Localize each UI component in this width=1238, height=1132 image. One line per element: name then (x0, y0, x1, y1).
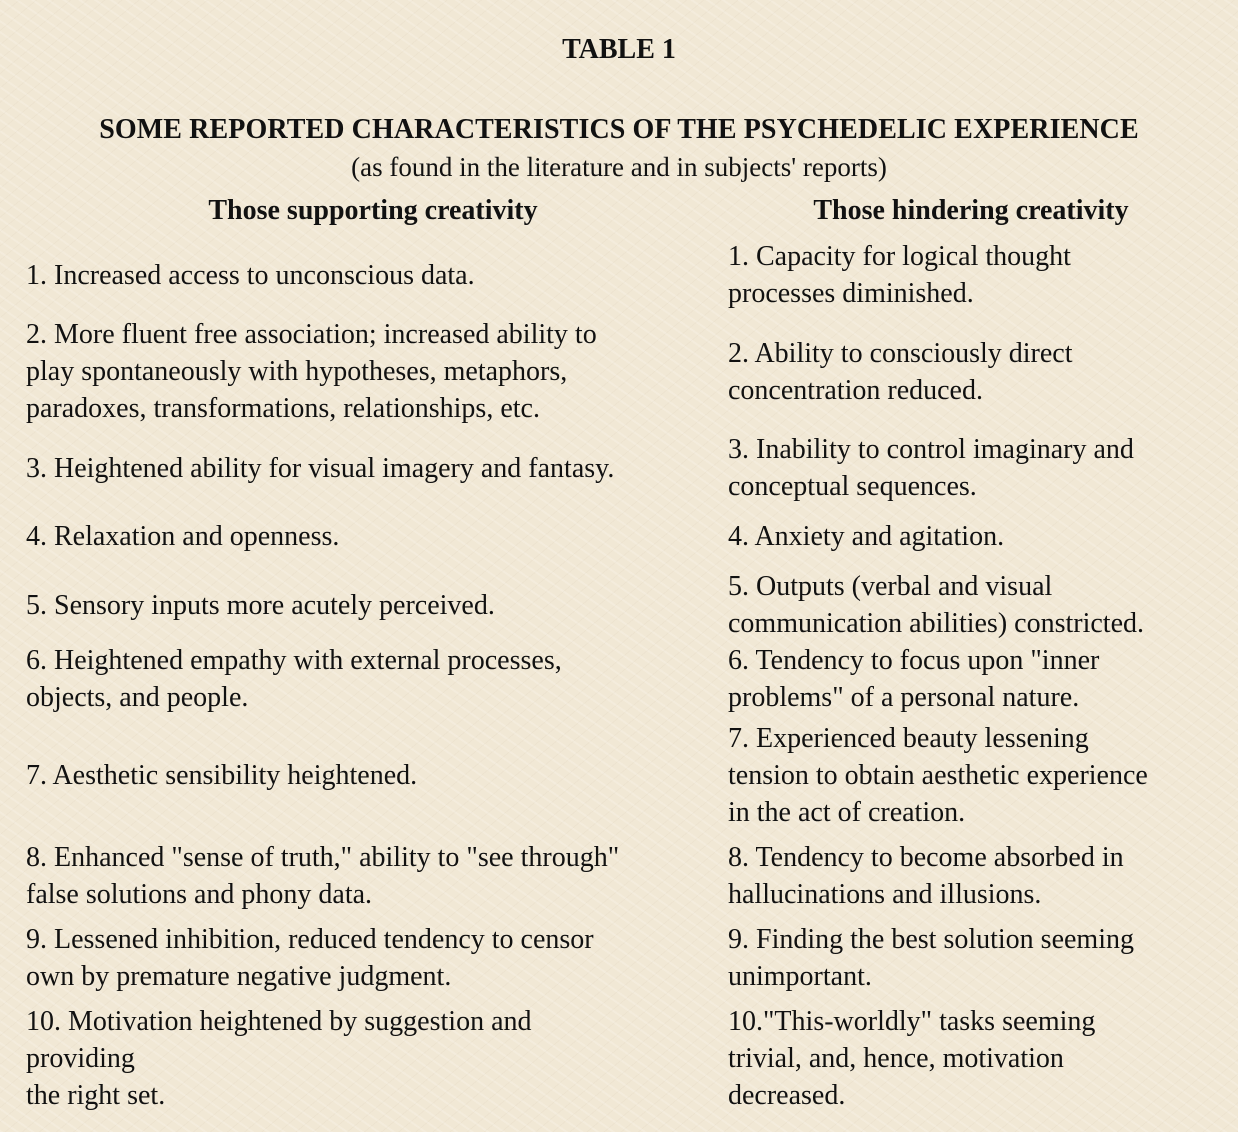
supporting-characteristic-cell (22, 505, 724, 568)
hindering-characteristic-line: tension to obtain aesthetic experience (728, 760, 1148, 791)
table-row (22, 999, 1222, 1118)
table-subheading: (as found in the literature and in subjects' reports) (351, 152, 887, 182)
hindering-characteristic-line: 10."This-worldly" tasks seeming (728, 1006, 1096, 1037)
hindering-characteristic-line: 3. Inability to control imaginary and (728, 434, 1134, 465)
table-row (22, 431, 1222, 505)
table-label: TABLE 1 (562, 34, 676, 65)
supporting-characteristic-line: paradoxes, transformations, relationships, etc. (26, 393, 540, 424)
table-row (22, 312, 1222, 431)
supporting-characteristic-cell (22, 431, 724, 505)
supporting-characteristic-cell (22, 835, 724, 917)
hindering-characteristic-line: problems" of a personal nature. (728, 682, 1080, 713)
hindering-characteristic-cell (724, 835, 1222, 917)
hindering-characteristic-line: unimportant. (728, 961, 872, 992)
supporting-characteristic-line: 1. Increased access to unconscious data. (26, 259, 475, 291)
supporting-characteristic-line: 10. Motivation heightened by suggestion and (26, 1006, 532, 1037)
hindering-characteristic-cell (724, 999, 1222, 1118)
supporting-characteristic-line: 2. More fluent free association; increased ability to (26, 319, 597, 350)
supporting-characteristic-line: 3. Heightened ability for visual imagery and fantasy. (26, 452, 615, 484)
hindering-characteristic-line: communication abilities) constricted. (728, 608, 1144, 639)
supporting-characteristic-line: 5. Sensory inputs more acutely perceived. (26, 589, 495, 621)
table-row (22, 505, 1222, 568)
supporting-characteristic-cell (22, 642, 724, 716)
hindering-characteristic-cell (724, 238, 1222, 312)
supporting-characteristic-line: providing (26, 1043, 135, 1074)
hindering-characteristic-line: trivial, and, hence, motivation (728, 1043, 1064, 1074)
table-row (22, 238, 1222, 312)
table-row (22, 835, 1222, 917)
table-row (22, 716, 1222, 835)
hindering-characteristic-cell (724, 917, 1222, 999)
supporting-characteristic-line: 9. Lessened inhibition, reduced tendency to censor (26, 924, 594, 955)
hindering-characteristic-line: 1. Capacity for logical thought (728, 241, 1071, 272)
supporting-characteristic-cell (22, 312, 724, 431)
supporting-characteristic-line: the right set. (26, 1080, 166, 1111)
hindering-characteristic-cell (724, 568, 1222, 642)
hindering-characteristic-line: 5. Outputs (verbal and visual (728, 571, 1053, 602)
supporting-characteristic-line: objects, and people. (26, 682, 249, 713)
hindering-characteristic-cell (724, 642, 1222, 716)
hindering-characteristic-line: 7. Experienced beauty lessening (728, 723, 1089, 754)
hindering-characteristic-line: hallucinations and illusions. (728, 879, 1042, 910)
table-row (22, 642, 1222, 716)
hindering-characteristic-line: 6. Tendency to focus upon "inner (728, 645, 1100, 676)
supporting-characteristic-cell (22, 917, 724, 999)
hindering-characteristic-line: 9. Finding the best solution seeming (728, 924, 1134, 955)
supporting-characteristic-cell (22, 568, 724, 642)
hindering-characteristic-line: 2. Ability to consciously direct (728, 337, 1073, 369)
table-row (22, 917, 1222, 999)
characteristics-table (22, 238, 1222, 1118)
supporting-characteristic-line: 4. Relaxation and openness. (26, 521, 340, 552)
table-heading: SOME REPORTED CHARACTERISTICS OF THE PSYCHEDELIC EXPERIENCE (99, 114, 1139, 145)
hindering-characteristic-line: decreased. (728, 1080, 846, 1111)
hindering-characteristic-cell (724, 716, 1222, 835)
hindering-characteristic-line: 8. Tendency to become absorbed in (728, 842, 1124, 873)
supporting-characteristic-line: own by premature negative judgment. (26, 961, 452, 992)
supporting-characteristic-line: play spontaneously with hypotheses, metaphors, (26, 356, 568, 387)
column-header-hindering: Those hindering creativity (813, 195, 1129, 226)
table-row (22, 568, 1222, 642)
hindering-characteristic-line: concentration reduced. (728, 374, 983, 406)
supporting-characteristic-line: 6. Heightened empathy with external processes, (26, 645, 562, 676)
supporting-characteristic-line: 7. Aesthetic sensibility heightened. (26, 760, 418, 791)
hindering-characteristic-cell (724, 431, 1222, 505)
characteristics-table-body (22, 238, 1222, 1118)
hindering-characteristic-line: conceptual sequences. (728, 471, 977, 502)
supporting-characteristic-cell (22, 238, 724, 312)
hindering-characteristic-line: in the act of creation. (728, 797, 966, 828)
column-header-supporting: Those supporting creativity (208, 195, 538, 226)
hindering-characteristic-line: 4. Anxiety and agitation. (728, 521, 1005, 552)
supporting-characteristic-cell (22, 999, 724, 1118)
supporting-characteristic-line: 8. Enhanced "sense of truth," ability to "see through" (26, 842, 620, 873)
supporting-characteristic-line: false solutions and phony data. (26, 879, 373, 910)
hindering-characteristic-line: processes diminished. (728, 278, 974, 309)
hindering-characteristic-cell (724, 312, 1222, 431)
supporting-characteristic-cell (22, 716, 724, 835)
hindering-characteristic-cell (724, 505, 1222, 568)
